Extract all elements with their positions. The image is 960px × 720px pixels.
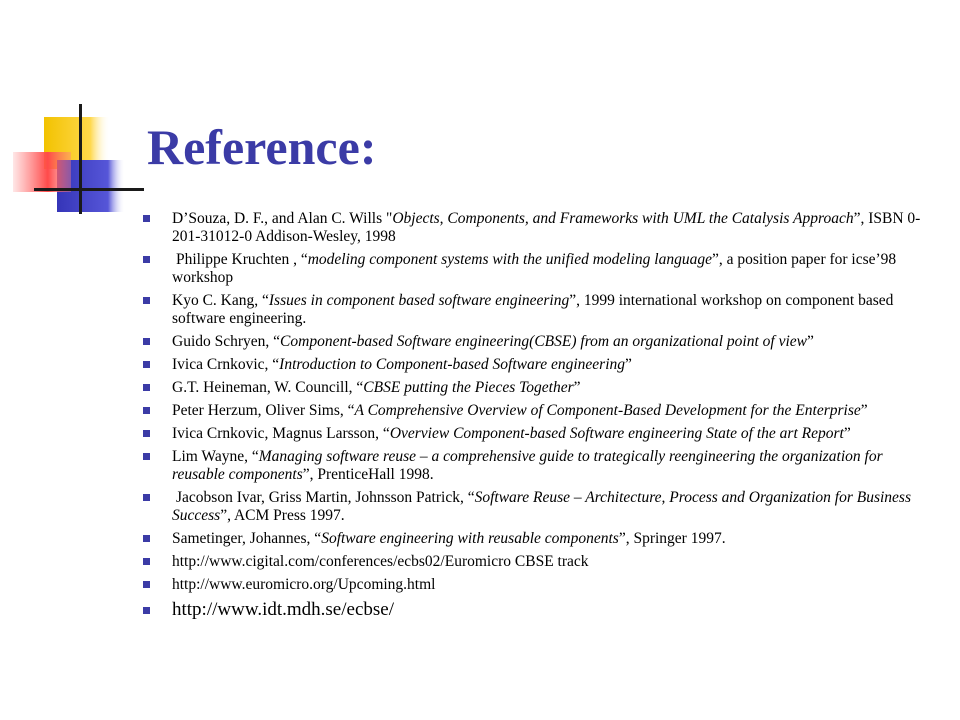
- square-bullet-icon: [143, 453, 150, 460]
- red-square-shape: [13, 152, 71, 192]
- reference-authors: Philippe Kruchten , “: [176, 251, 308, 268]
- square-bullet-icon: [143, 256, 150, 263]
- square-bullet-icon: [143, 361, 150, 368]
- square-bullet-icon: [143, 558, 150, 565]
- reference-details: ”, Springer 1997.: [618, 530, 726, 547]
- list-item: [143, 425, 938, 443]
- reference-details: ”: [573, 379, 581, 396]
- reference-title: Managing software reuse – a comprehensive guide to trategically reengineering the organization for reusable components: [172, 448, 883, 483]
- horizontal-line-shape: [34, 188, 144, 191]
- reference-details: ”, 1999 international workshop on component based software engineering.: [172, 292, 894, 327]
- reference-url: http://www.idt.mdh.se/ecbse/: [172, 599, 394, 620]
- list-item: [143, 599, 938, 621]
- square-bullet-icon: [143, 607, 150, 614]
- reference-url: http://www.cigital.com/conferences/ecbs02/Euromicro CBSE track: [172, 553, 589, 570]
- list-item: [143, 292, 938, 328]
- reference-authors: Jacobson Ivar, Griss Martin, Johnsson Patrick, “: [176, 489, 475, 506]
- reference-authors: Sametinger, Johannes, “: [172, 530, 322, 547]
- square-bullet-icon: [143, 407, 150, 414]
- reference-details: ”, ACM Press 1997.: [220, 507, 345, 524]
- square-bullet-icon: [143, 384, 150, 391]
- list-item: [143, 553, 938, 571]
- reference-authors: Guido Schryen, “: [172, 333, 281, 350]
- reference-authors: Kyo C. Kang, “: [172, 292, 269, 309]
- vertical-line-shape: [79, 104, 82, 214]
- reference-title: modeling component systems with the unified modeling language: [307, 251, 712, 268]
- reference-details: ”, ISBN 0-201-31012-0 Addison-Wesley, 1998: [172, 210, 921, 245]
- reference-title: Software engineering with reusable components: [321, 530, 619, 547]
- list-item: [143, 333, 938, 351]
- list-item: [143, 448, 938, 484]
- square-bullet-icon: [143, 430, 150, 437]
- reference-title: A Comprehensive Overview of Component-Based Development for the Enterprise: [354, 402, 861, 419]
- list-item: [143, 402, 938, 420]
- square-bullet-icon: [143, 581, 150, 588]
- reference-authors: Peter Herzum, Oliver Sims, “: [172, 402, 355, 419]
- square-bullet-icon: [143, 215, 150, 222]
- reference-title: Component-based Software engineering(CBSE) from an organizational point of view: [280, 333, 808, 350]
- page-title: Reference:: [147, 119, 377, 175]
- reference-title: Overview Component-based Software engineering State of the art Report: [389, 425, 844, 442]
- list-item: [143, 251, 938, 287]
- reference-details: ”: [860, 402, 868, 419]
- reference-title: Issues in component based software engineering: [268, 292, 570, 309]
- reference-authors: D’Souza, D. F., and Alan C. Wills ": [172, 210, 393, 227]
- square-bullet-icon: [143, 338, 150, 345]
- reference-details: ”: [843, 425, 851, 442]
- reference-details: ”, a position paper for icse’98 workshop: [172, 251, 897, 286]
- reference-authors: Ivica Crnkovic, Magnus Larsson, “: [172, 425, 390, 442]
- list-item: [143, 379, 938, 397]
- list-item: [143, 576, 938, 594]
- reference-authors: Ivica Crnkovic, “: [172, 356, 280, 373]
- list-item: [143, 356, 938, 374]
- reference-list: [143, 210, 938, 626]
- reference-title: Objects, Components, and Frameworks with UML the Catalysis Approach: [392, 210, 854, 227]
- square-bullet-icon: [143, 535, 150, 542]
- list-item: [143, 489, 938, 525]
- reference-title: Software Reuse – Architecture, Process and Organization for Business Success: [172, 489, 911, 524]
- square-bullet-icon: [143, 297, 150, 304]
- reference-title: CBSE putting the Pieces Together: [363, 379, 574, 396]
- reference-authors: G.T. Heineman, W. Councill, “: [172, 379, 364, 396]
- slide-decoration: [0, 0, 160, 240]
- reference-url: http://www.euromicro.org/Upcoming.html: [172, 576, 436, 593]
- reference-details: ”: [625, 356, 632, 373]
- list-item: [143, 530, 938, 548]
- reference-title: Introduction to Component-based Software engineering: [279, 356, 626, 373]
- reference-authors: Lim Wayne, “: [172, 448, 259, 465]
- list-item: [143, 210, 938, 246]
- square-bullet-icon: [143, 494, 150, 501]
- reference-details: ”: [807, 333, 814, 350]
- reference-details: ”, PrenticeHall 1998.: [302, 466, 434, 483]
